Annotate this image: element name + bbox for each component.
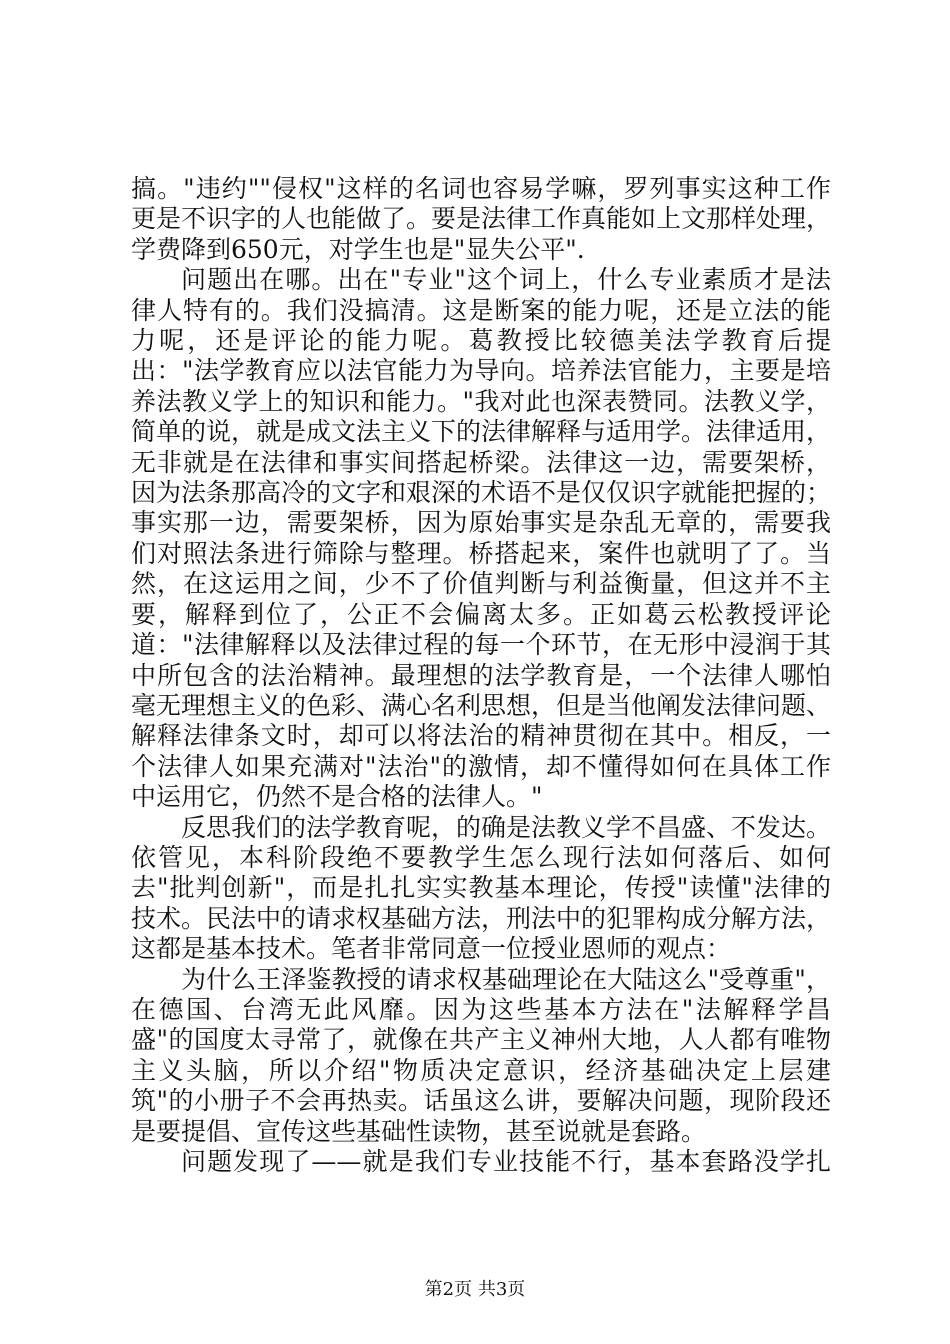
text-line: 更是不识字的人也能做了。要是法律工作真能如上文那样处理， [131,204,831,234]
text-line: 因为法条那高冷的文字和艰深的术语不是仅仅识字就能把握的； [131,478,831,508]
text-line: 学费降到650元，对学生也是"显失公平". [131,234,585,264]
text-line: 然，在这运用之间，少不了价值判断与利益衡量，但这并不主 [131,569,831,599]
text-line: 这都是基本技术。笔者非常同意一位授业恩师的观点： [131,934,732,964]
text-line: 反思我们的法学教育呢，的确是法教义学不昌盛、不发达。 [181,812,831,842]
document-body [131,174,831,1177]
text-line: 问题出在哪。出在"专业"这个词上，什么专业素质才是法 [181,265,831,295]
text-line: 技术。民法中的请求权基础方法，刑法中的犯罪构成分解方法， [131,903,831,933]
page-number-footer: 第2页 共3页 [424,1279,526,1300]
text-line: 事实那一边，需要架桥，因为原始事实是杂乱无章的，需要我 [131,508,831,538]
text-line: 力呢，还是评论的能力呢。葛教授比较德美法学教育后提 [131,326,831,356]
text-line: 个法律人如果充满对"法治"的激情，却不懂得如何在具体工作 [131,751,831,781]
text-line: 出："法学教育应以法官能力为导向。培养法官能力，主要是培 [131,356,831,386]
text-line: 是要提倡、宣传这些基础性读物，甚至说就是套路。 [131,1116,707,1146]
text-line: 中所包含的法治精神。最理想的法学教育是，一个法律人哪怕 [131,660,831,690]
text-line: 律人特有的。我们没搞清。这是断案的能力呢，还是立法的能 [131,295,831,325]
text-line: 毫无理想主义的色彩、满心名利思想，但是当他阐发法律问题、 [131,690,831,720]
text-line: 主义头脑，所以介绍"物质决定意识，经济基础决定上层建 [131,1055,831,1085]
text-line: 问题发现了——就是我们专业技能不行，基本套路没学扎 [181,1147,831,1176]
text-line: 们对照法条进行筛除与整理。桥搭起来，案件也就明了了。当 [131,538,831,568]
text-line: 筑"的小册子不会再热卖。话虽这么讲，要解决问题，现阶段还 [131,1086,831,1116]
text-line: 去"批判创新"，而是扎扎实实教基本理论，传授"读懂"法律的 [131,873,831,903]
text-line: 搞。"违约""侵权"这样的名词也容易学嘛，罗列事实这种工作 [131,174,831,203]
text-line: 养法教义学上的知识和能力。"我对此也深表赞同。法教义学， [131,386,831,416]
text-line: 道："法律解释以及法律过程的每一个环节，在无形中浸润于其 [131,630,831,660]
text-line: 在德国、台湾无此风靡。因为这些基本方法在"法解释学昌 [131,994,831,1024]
text-line: 要，解释到位了，公正不会偏离太多。正如葛云松教授评论 [131,599,831,629]
text-line: 中运用它，仍然不是合格的法律人。" [131,782,543,812]
text-line: 简单的说，就是成文法主义下的法律解释与适用学。法律适用， [131,417,831,447]
text-line: 无非就是在法律和事实间搭起桥梁。法律这一边，需要架桥， [131,447,831,477]
text-line: 解释法律条文时，却可以将法治的精神贯彻在其中。相反，一 [131,721,831,751]
text-line: 为什么王泽鉴教授的请求权基础理论在大陆这么"受尊重"， [181,964,831,994]
text-line: 依管见，本科阶段绝不要教学生怎么现行法如何落后、如何 [131,842,831,872]
text-line: 盛"的国度太寻常了，就像在共产主义神州大地，人人都有唯物 [131,1025,831,1055]
